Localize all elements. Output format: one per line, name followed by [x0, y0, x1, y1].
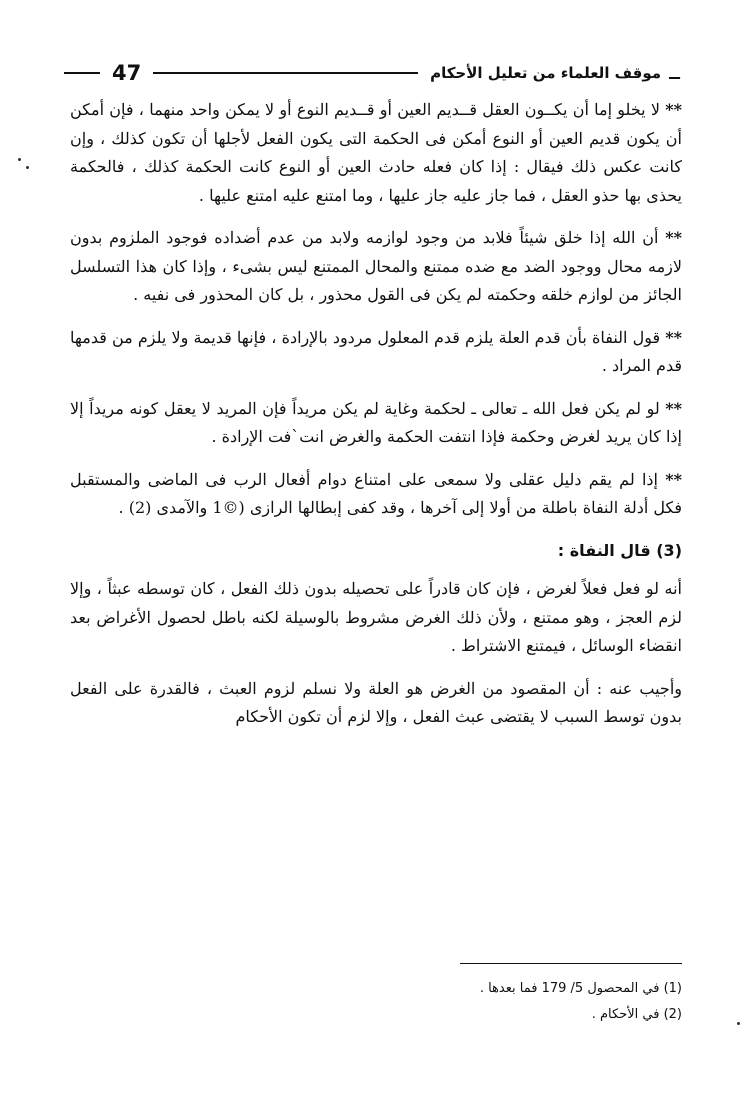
scan-speck: [737, 1022, 740, 1025]
paragraph-marker: **: [665, 398, 683, 418]
paragraph-marker: **: [665, 327, 683, 347]
header-trailing-rule: [64, 72, 100, 74]
paragraph-text: لو لم يكن فعل الله ـ تعالى ـ لحكمة وغاية لم يكن مريداً فإن المريد لا يعقل كونه مريداً إلا إذا كان يريد لغرض وحكمة فإذا انتفت الحكمة والغرض انت`فت الإرادة .: [70, 398, 682, 446]
paragraph-text: قول النفاة بأن قدم العلة يلزم قدم المعلول مردود بالإرادة ، فإنها قديمة ولا يلزم من قدمها قدم المراد .: [70, 327, 682, 375]
footnote-separator: [460, 963, 682, 964]
footnotes: [300, 976, 682, 1028]
header-rule: [153, 72, 418, 74]
footnote: (1) في المحصول 5/ 179 فما بعدها .: [479, 981, 682, 996]
paragraph-text: إذا لم يقم دليل عقلى ولا سمعى على امتناع دوام أفعال الرب فى الماضى والمستقبل فكل أدلة النفاة باطلة من أولا إلى آخرها ، وقد كفى إبطالها الرازى (©1 والآمدى (2) .: [70, 469, 682, 517]
paragraph: [70, 324, 682, 381]
footnote: (2) في الأحكام .: [591, 1007, 682, 1022]
header-dash: ــ: [669, 63, 680, 83]
section-heading: (3) قال النفاة :: [557, 540, 682, 560]
scan-speck: [26, 166, 29, 169]
scan-speck: [18, 158, 21, 161]
paragraph-marker: **: [665, 228, 683, 247]
paragraph: وأجيب عنه : أن المقصود من الغرض هو العلة ولا نسلم لزوم العبث ، فالقدرة على الفعل بدون توسط السبب لا يقتضى عبث الفعل ، وإلا لزم أن تكون الأحكام: [70, 678, 682, 726]
header-title: موقف العلماء من تعليل الأحكام: [430, 64, 662, 82]
paragraph-marker: **: [665, 469, 682, 489]
paragraph: [70, 466, 682, 523]
running-header: [64, 58, 680, 88]
page-number: 47: [112, 61, 142, 85]
main-text: [70, 96, 682, 746]
paragraph: [70, 395, 682, 452]
paragraph-marker: **: [665, 100, 682, 119]
paragraph-text: أن الله إذا خلق شيئاً فلابد من وجود لوازمه ولابد من عدم أضداده فوجود الملزوم بدون لازمه محال ووجود الضد مع ضده ممتنع والمحال الممتنع ليس بشىء ، وإذا كان هذا التسلسل الجائز من لوازم خلقه وحكمته لم يكن فى القول محذور ، بل كان المحذور فى نفيه .: [70, 228, 682, 304]
paragraph: أنه لو فعل فعلاً لغرض ، فإن كان قادراً على تحصيله بدون ذلك الفعل ، كان توسطه عبثاً ، وإلا لزم العجز ، وهو ممتنع ، ولأن ذلك الغرض مشروط بالوسيلة لكنه باطل لحصول الأغراض بعد انقضاء الوسائل ، فيمتنع الاشتراط .: [70, 579, 682, 655]
paragraph: [70, 224, 682, 310]
paragraph-text: لا يخلو إما أن يكــون العقل قــديم العين أو قــديم النوع أو لا يمكن واحد منهما ، فإن أمكن أن يكون قديم العين أو النوع أمكن فى الحكمة التى يكون الفعل لأجلها أن تكون كذلك ، وإن كانت عكس ذلك فيقال : إذا كان فعله حادث العين أو النوع كانت الحكمة كذلك ، فالحكمة يحذى بها حذو العقل ، فما جاز عليه جاز عليها ، وما امتنع عليه امتنع عليها .: [70, 100, 682, 205]
paragraph: [70, 96, 682, 210]
